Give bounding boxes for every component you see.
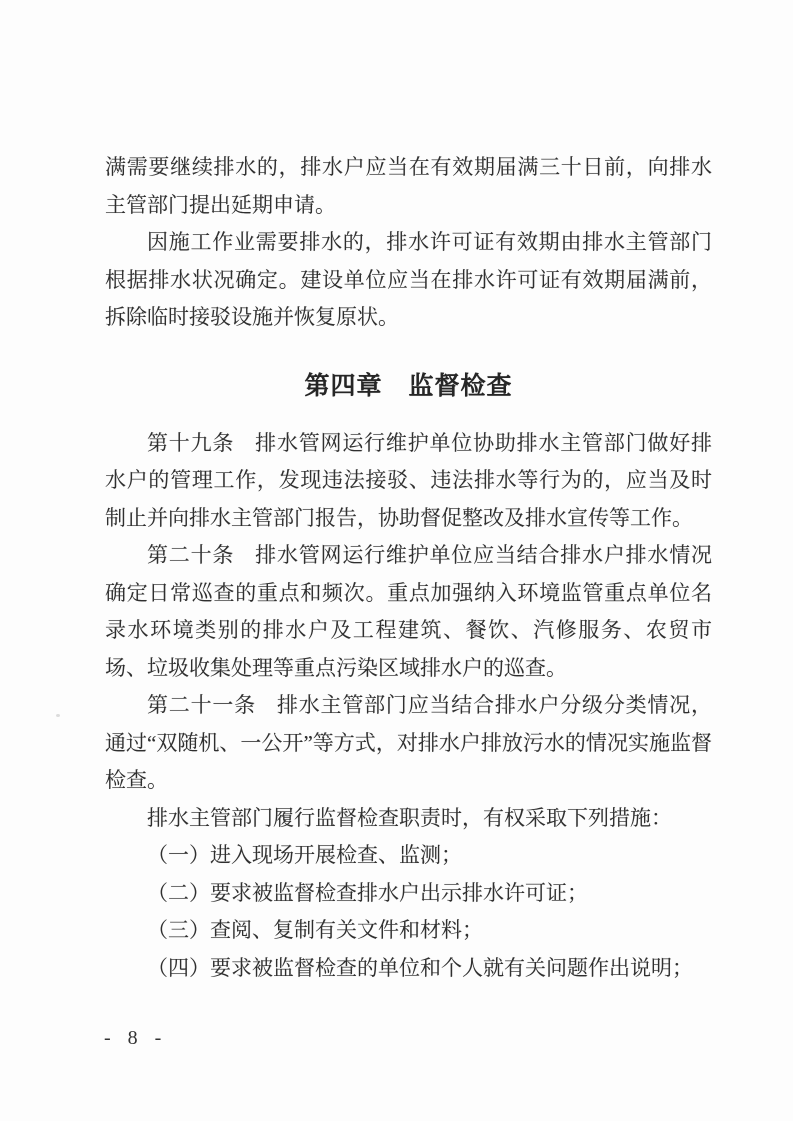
article-paragraph-21 bbox=[105, 687, 712, 800]
article-paragraph-19 bbox=[105, 425, 712, 538]
page-number: - 8 - bbox=[104, 1027, 167, 1049]
measure-item-4: （四）要求被监督检查的单位和个人就有关问题作出说明； bbox=[147, 955, 693, 980]
paragraph-permit-renewal: 满需要继续排水的，排水户应当在有效期届满三十日前，向排水主管部门提出延期申请。 bbox=[105, 155, 712, 217]
measure-item-3: （三）查阅、复制有关文件和材料； bbox=[147, 918, 483, 942]
article-text-20: 排水管网运行维护单位应当结合排水户排水情况确定日常巡查的重点和频次。重点加强纳入环境监管重点单位名录水环境类别的排水户及工程建筑、餐饮、汽修服务、农贸市场、垃圾收集处理等重点污染区域排水户的巡查。 bbox=[105, 543, 713, 680]
article-number-19: 第十九条 bbox=[147, 430, 235, 455]
article-text-21: 排水主管部门应当结合排水户分级分类情况，通过“双随机、一公开”等方式，对排水户排放污水的情况实施监督检查。 bbox=[105, 693, 713, 792]
chapter-heading: 第四章 监督检查 bbox=[304, 370, 513, 400]
paragraph-construction-drainage: 因施工作业需要排水的，排水许可证有效期由排水主管部门根据排水状况确定。建设单位应当在排水许可证有效期届满前，拆除临时接驳设施并恢复原状。 bbox=[105, 230, 712, 329]
scan-speck bbox=[56, 714, 60, 717]
article-text-19: 排水管网运行维护单位协助排水主管部门做好排水户的管理工作，发现违法接驳、违法排水等行为的，应当及时制止并向排水主管部门报告，协助督促整改及排水宣传等工作。 bbox=[105, 430, 713, 530]
measure-item-1: （一）进入现场开展检查、监测； bbox=[147, 843, 462, 867]
article-number-21: 第二十一条 bbox=[147, 693, 256, 717]
article-number-20: 第二十条 bbox=[147, 543, 235, 567]
document-body bbox=[105, 149, 712, 987]
article-paragraph-20 bbox=[105, 537, 712, 687]
measure-item-2: （二）要求被监督检查排水户出示排水许可证； bbox=[147, 880, 588, 905]
measures-intro: 排水主管部门履行监督检查职责时，有权采取下列措施： bbox=[147, 805, 672, 830]
